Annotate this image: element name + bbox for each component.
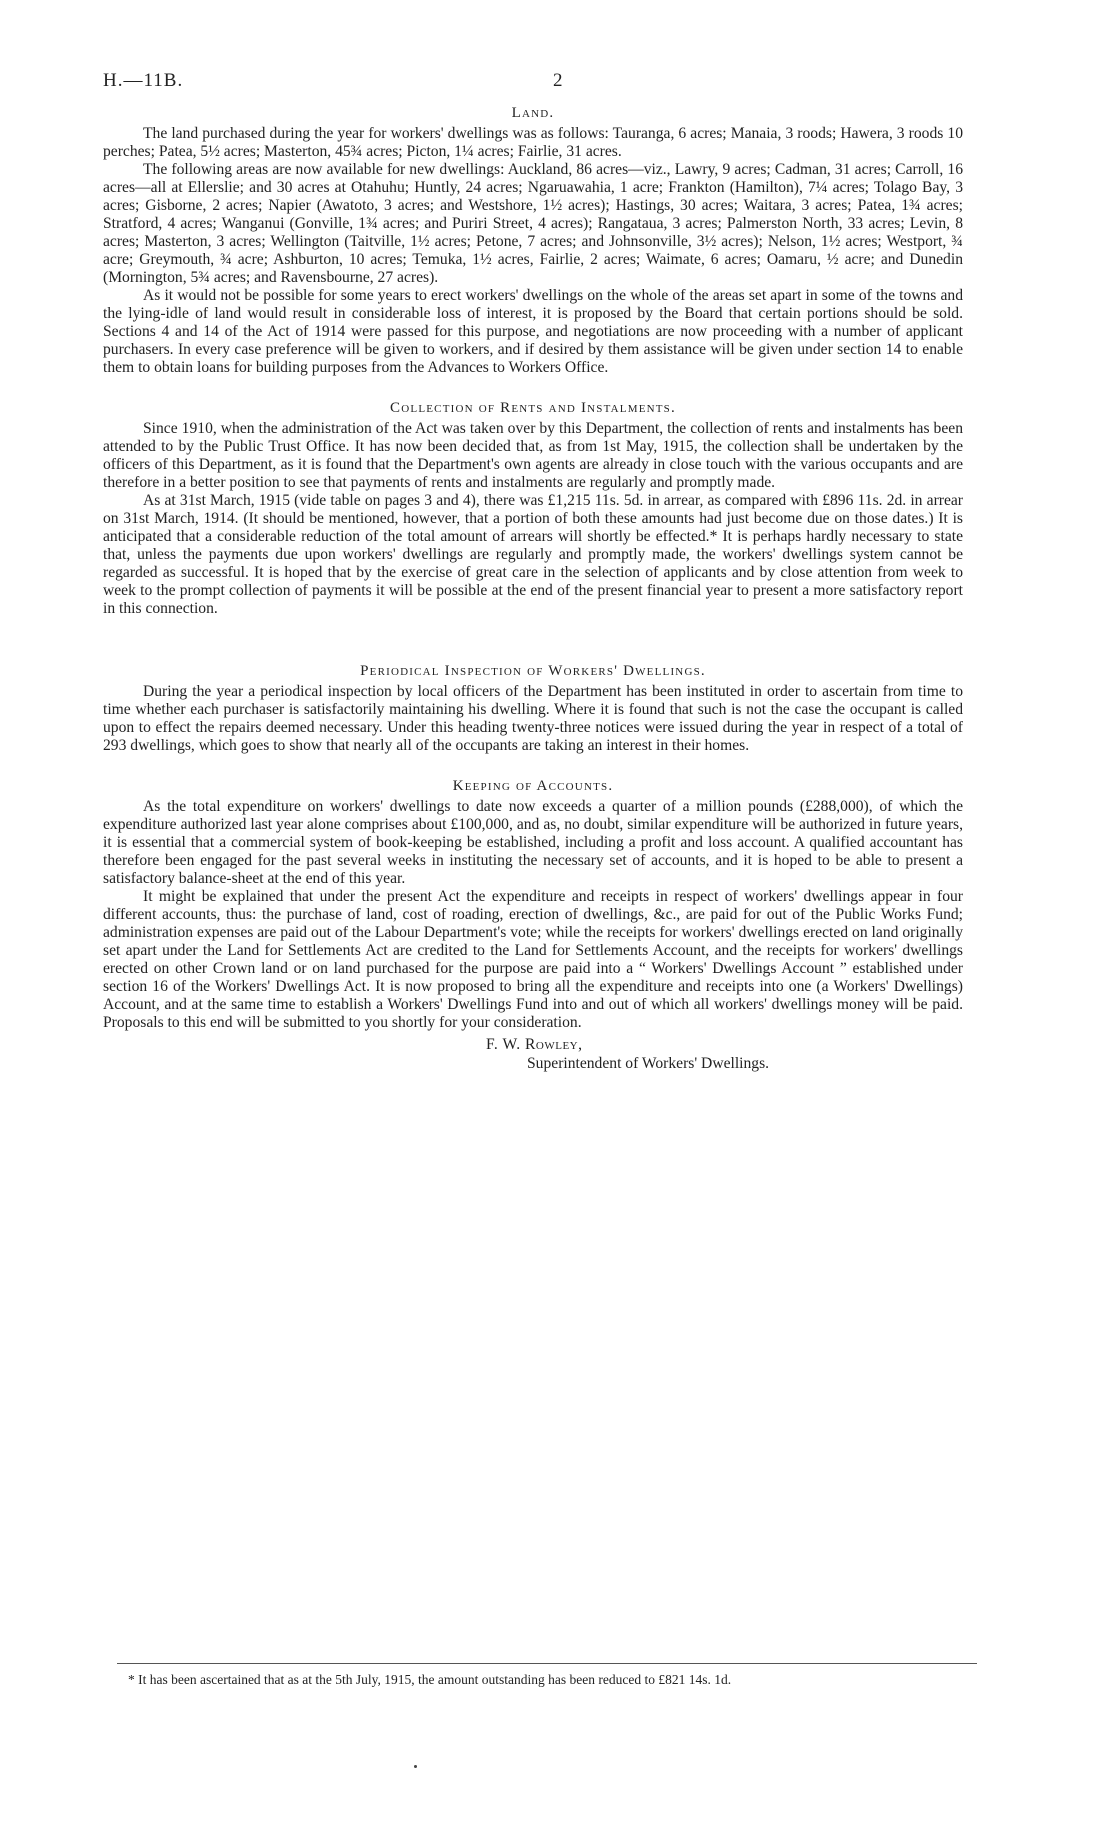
paragraph: The following areas are now available for new dwellings: Auckland, 86 acres—viz., Lawry, 9 acres; Cadman, 31 acres; Carroll, 16 acres—all at Ellerslie; and 30 acres at Otahuhu; Huntly, 24 acres; Ngaruawahia, 1 acre; Frankton (Hamilton), 7¼ acres; Tolago Bay, 3 acres; Gisborne, 2 acres; Napier (Awatoto, 3 acres; and Westshore, 1½ acres); Hastings, 30 acres; Waitara, 3 acres; Patea, 1¾ acres; Stratford, 4 acres; Wanganui (Gonville, 1¾ acres; and Puriri Street, 4 acres); Rangataua, 3 acres; Palmerston North, 33 acres; Levin, 8 acres; Masterton, 3 acres; Wellington (Taitville, 1½ acres; Petone, 7 acres; and Johnsonville, 3½ acres); Nelson, 1½ acres; Westport, ¾ acre; Greymouth, ¾ acre; Ashburton, 10 acres; Temuka, 1½ acres, Fairlie, 2 acres; Waimate, 6 acres; Oamaru, ½ acre; and Dunedin (Mornington, 5¾ acres; and Ravensbourne, 27 acres). (103, 161, 963, 286)
paragraph: It might be explained that under the present Act the expenditure and receipts in respect of workers' dwellings appear in four different accounts, thus: the purchase of land, cost of roading, erection of dwellings, &c., are paid for out of the Public Works Fund; administration expenses are paid out of the Labour Department's vote; while the receipts for workers' dwellings erected on land originally set apart under the Land for Settlements Act are credited to the Land for Settlements Account, and the receipts for workers' dwellings erected on other Crown land or on land purchased for the purpose are paid into a “ Workers' Dwellings Account ” established under section 16 of the Workers' Dwellings Act. It is now proposed to bring all the expenditure and receipts into one (a Workers' Dwellings) Account, and at the same time to establish a Workers' Dwellings Fund into and out of which all workers' dwellings money will be paid. Proposals to this end will be submitted to you shortly for your consideration. (103, 888, 963, 1031)
section-collection (103, 399, 963, 618)
section-accounts (103, 777, 963, 1032)
section-land (103, 104, 963, 377)
page-header (0, 70, 1114, 94)
paragraph: As the total expenditure on workers' dwellings to date now exceeds a quarter of a million pounds (£288,000), of which the expenditure authorized last year alone comprises about £100,000, and as, no doubt, similar expenditure will be authorized in future years, it is essential that a commercial system of book-keeping be established, including a profit and loss account. A qualified accountant has therefore been engaged for the past several weeks in instituting the necessary set of accounts, and it is hoped to be able to present a satisfactory balance-sheet at the end of this year. (103, 798, 963, 887)
page-number: 2 (553, 70, 563, 91)
section-heading: Keeping of Accounts. (452, 778, 614, 794)
paragraph: As it would not be possible for some years to erect workers' dwellings on the whole of the areas set apart in some of the towns and the lying-idle of land would result in considerable loss of interest, it is proposed by the Board that certain portions should be sold. Sections 4 and 14 of the Act of 1914 were passed for this purpose, and negotiations are now proceeding with a number of applicant purchasers. In every case preference will be given to workers, and if desired by them assistance will be given under section 14 to enable them to obtain loans for building purposes from the Advances to Workers Office. (103, 287, 963, 376)
paragraph: As at 31st March, 1915 (vide table on pages 3 and 4), there was £1,215 11s. 5d. in arrear, as compared with £896 11s. 2d. in arrear on 31st March, 1914. (It should be mentioned, however, that a portion of both these amounts had just become due on those dates.) It is anticipated that a considerable reduction of the total amount of arrears will shortly be effected.* It is perhaps hardly necessary to state that, unless the payments due upon workers' dwellings are regularly and promptly made, the workers' dwellings system cannot be regarded as successful. It is hoped that by the exercise of great care in the selection of applicants and by close attention from week to week to the prompt collection of payments it will be possible at the end of the present financial year to present a more satisfactory report in this connection. (103, 492, 963, 617)
document-id: H.—11B. (103, 70, 184, 91)
signatory-name: F. W. Rowley, (486, 1036, 583, 1053)
paragraph: Since 1910, when the administration of the Act was taken over by this Department, the collection of rents and instalments has been attended to by the Public Trust Office. It has now been decided that, as from 1st May, 1915, the collection shall be undertaken by the officers of this Department, as it is found that the Department's own agents are already in close touch with the various occupants and are therefore in a better position to see that payments of rents and instalments are regularly and promptly made. (103, 420, 963, 491)
footnote: * It has been ascertained that as at the 5th July, 1915, the amount outstanding has been reduced to £821 14s. 1d. (128, 1672, 732, 1687)
signatory-title: Superintendent of Workers' Dwellings. (527, 1055, 770, 1072)
page-mark (414, 1765, 417, 1768)
footnote-divider (117, 1663, 977, 1664)
section-heading: Land. (511, 105, 555, 121)
section-inspection (103, 662, 963, 755)
document-body (103, 104, 963, 1076)
section-heading: Periodical Inspection of Workers' Dwellings. (360, 663, 706, 679)
paragraph: During the year a periodical inspection by local officers of the Department has been instituted in order to ascertain from time to time whether each purchaser is satisfactorily maintaining his dwelling. Where it is found that such is not the case the occupant is called upon to effect the repairs deemed necessary. Under this heading twenty-three notices were issued during the year in respect of a total of 293 dwellings, which goes to show that nearly all of the occupants are taking an interest in their homes. (103, 683, 963, 754)
section-heading: Collection of Rents and Instalments. (390, 400, 676, 416)
paragraph: The land purchased during the year for workers' dwellings was as follows: Tauranga, 6 acres; Manaia, 3 roods; Hawera, 3 roods 10 perches; Patea, 5½ acres; Masterton, 45¾ acres; Picton, 1¼ acres; Fairlie, 31 acres. (103, 125, 963, 160)
signature-block (103, 1036, 963, 1076)
